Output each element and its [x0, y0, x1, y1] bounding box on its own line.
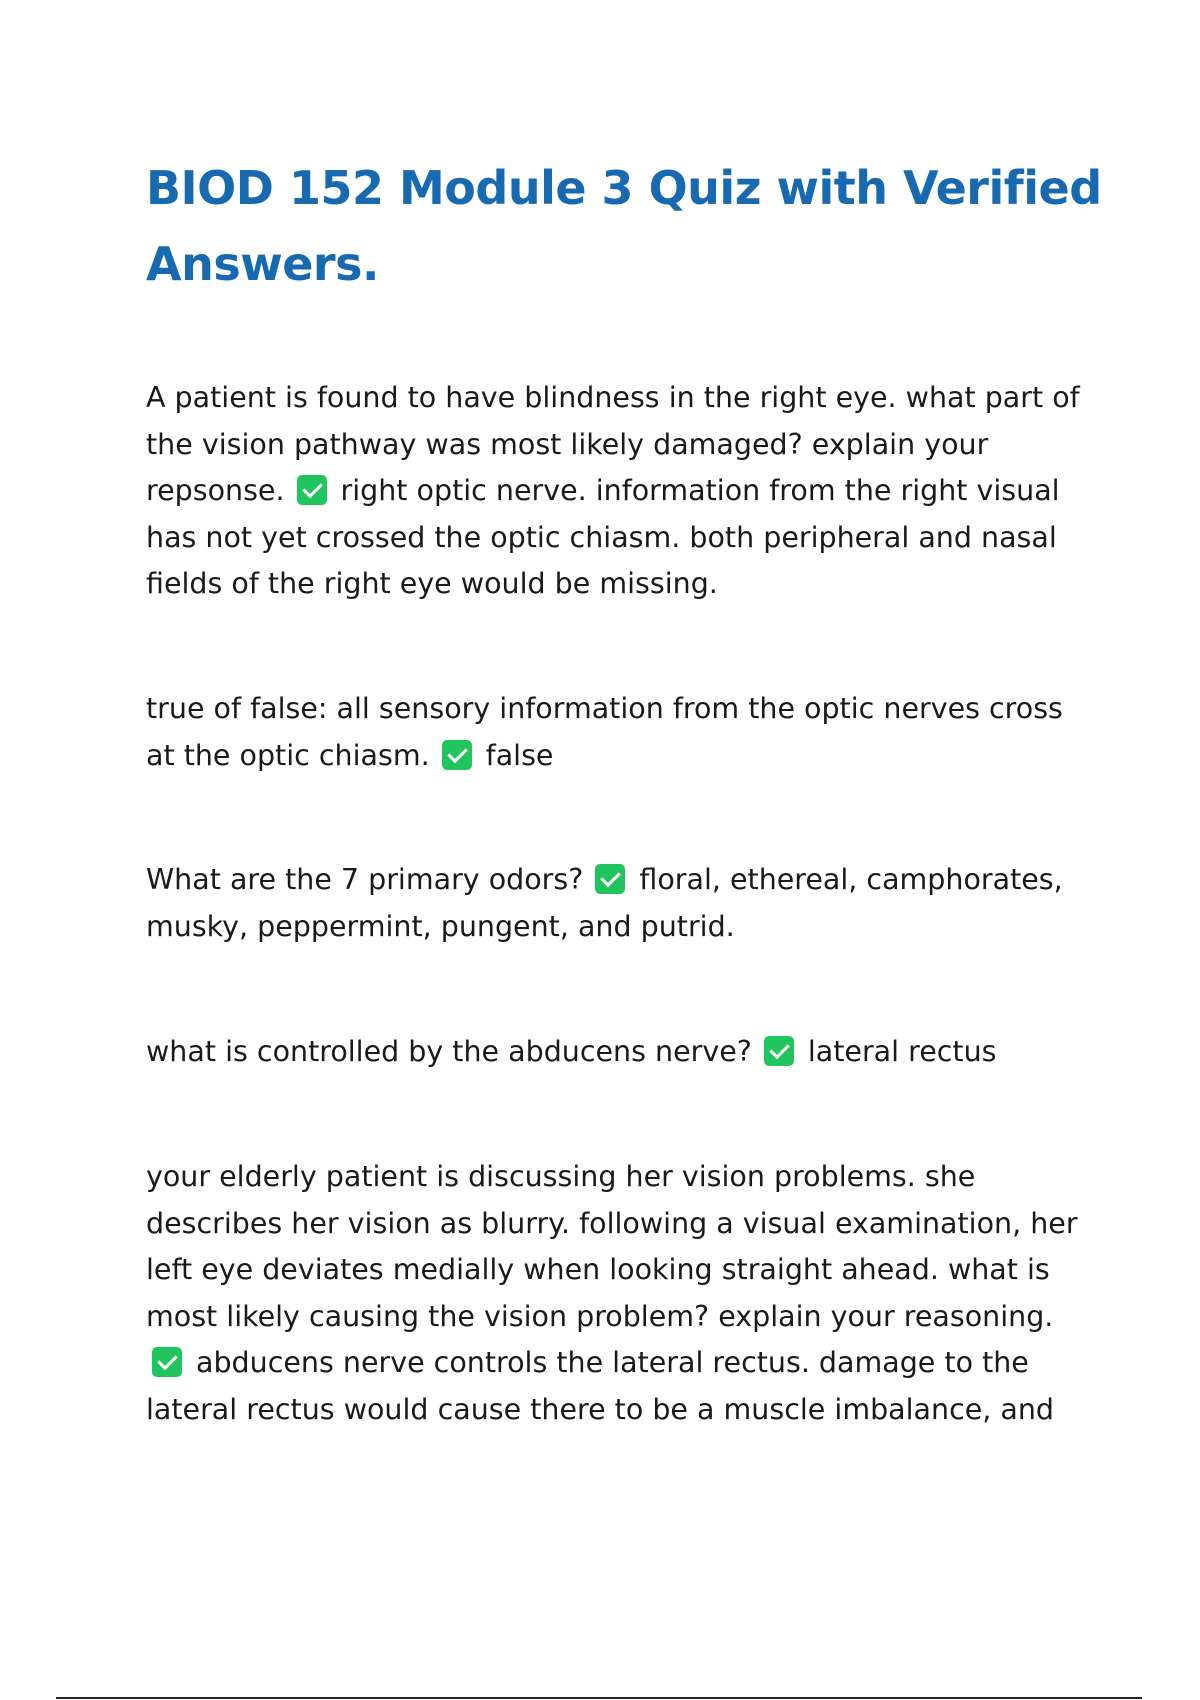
document-title: BIOD 152 Module 3 Quiz with Verified Answers. [146, 161, 1102, 291]
question-text: true of false: all sensory information from the optic nerves cross at the optic chiasm. [146, 692, 1063, 772]
footer-divider [56, 1697, 1142, 1699]
qa-item [146, 686, 1081, 779]
qa-item [146, 1154, 1081, 1433]
qa-item [146, 857, 1081, 950]
check-box-icon [152, 1347, 182, 1377]
question-text: What are the 7 primary odors? [146, 863, 584, 896]
question-text: your elderly patient is discussing her vision problems. she describes her vision as blurry. following a visual examination, her left eye deviates medially when looking straight ahead. what is most likely causing the vision problem? explain your reasoning. [146, 1160, 1078, 1333]
answer-text: abducens nerve controls the lateral rectus. damage to the lateral rectus would cause there to be a muscle imbalance, and [146, 1346, 1055, 1426]
question-text: what is controlled by the abducens nerve? [146, 1035, 752, 1068]
check-box-icon [595, 864, 625, 894]
answer-text: floral, ethereal, camphorates, musky, peppermint, pungent, and putrid. [146, 863, 1063, 943]
answer-text: right optic nerve. information from the right visual has not yet crossed the optic chiasm. both peripheral and nasal fields of the right eye would be missing. [146, 474, 1060, 600]
check-box-icon [442, 740, 472, 770]
question-text: A patient is found to have blindness in the right eye. what part of the vision pathway was most likely damaged? explain your repsonse. [146, 381, 1080, 507]
answer-text: lateral rectus [807, 1035, 997, 1068]
qa-item [146, 375, 1081, 608]
answer-text: false [485, 738, 554, 772]
qa-item [146, 1029, 1081, 1076]
check-box-icon [297, 475, 327, 505]
check-box-icon [764, 1036, 794, 1066]
